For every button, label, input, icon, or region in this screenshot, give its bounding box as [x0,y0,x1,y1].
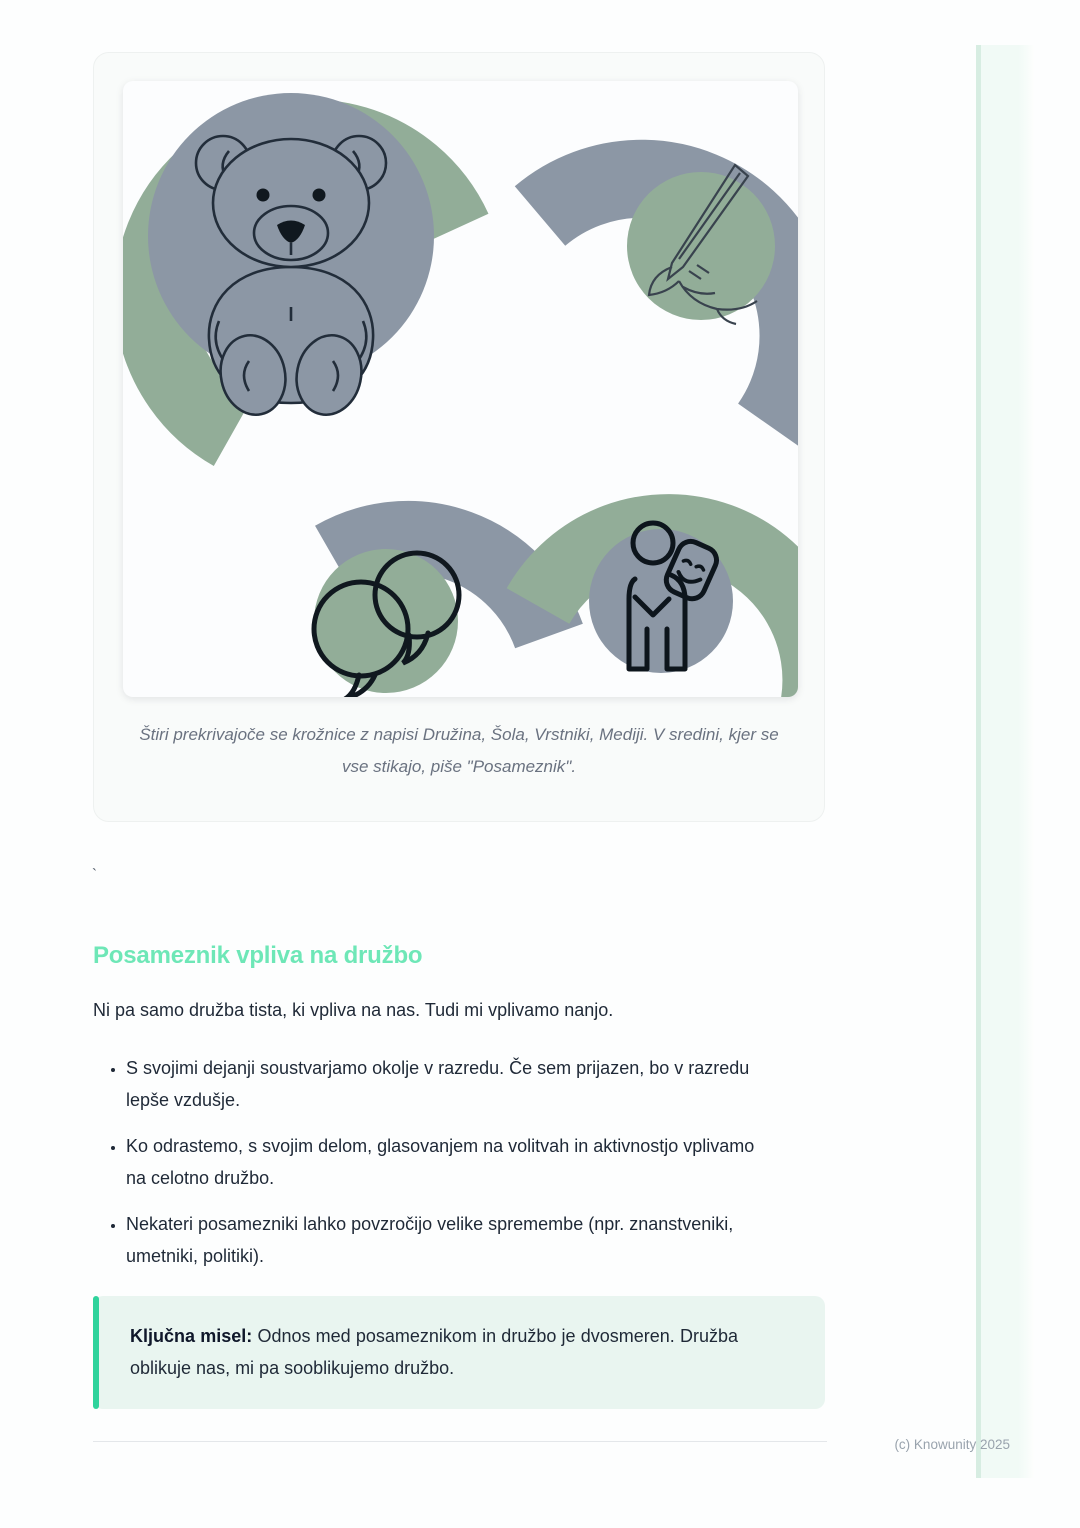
callout-text [130,1320,738,1384]
circles-illustration [123,81,798,697]
stray-character: ` [92,866,97,883]
figure-card [93,52,825,822]
figure-caption [94,719,824,783]
figure-illustration [123,81,798,697]
bullet-list [93,1052,825,1286]
bullet-item: • Nekateri posamezniki lahko povzročijo velike spremembe (npr. znanstveniki, umetniki, politiki). [126,1208,766,1272]
bullet-item: • Ko odrastemo, s svojim delom, glasovanjem na volitvah in aktivnostjo vplivamo na celotno družbo. [126,1130,766,1194]
intro-paragraph: Ni pa samo družba tista, ki vpliva na nas. Tudi mi vplivamo nanjo. [93,1000,614,1020]
section-heading: Posameznik vpliva na družbo [93,942,423,969]
figure-caption-text: Štiri prekrivajoče se krožnice z napisi Družina, Šola, Vrstniki, Mediji. V sredini, kjer se vse stikajo, piše "Posameznik". [139,725,779,776]
callout-body: Odnos med posameznikom in družbo je dvosmeren. Družba oblikuje nas, mi pa sooblikujemo družbo. [130,1326,738,1378]
key-idea-callout [93,1296,825,1409]
copyright-footer: (c) Knowunity 2025 [894,1437,1010,1452]
footer-divider [93,1441,827,1442]
scrollbar-rail[interactable] [976,45,1034,1478]
bullet-item: • S svojimi dejanji soustvarjamo okolje v razredu. Če sem prijazen, bo v razredu lepše vzdušje. [126,1052,766,1116]
callout-label: Ključna misel: [130,1326,253,1346]
school-circle [627,172,775,320]
